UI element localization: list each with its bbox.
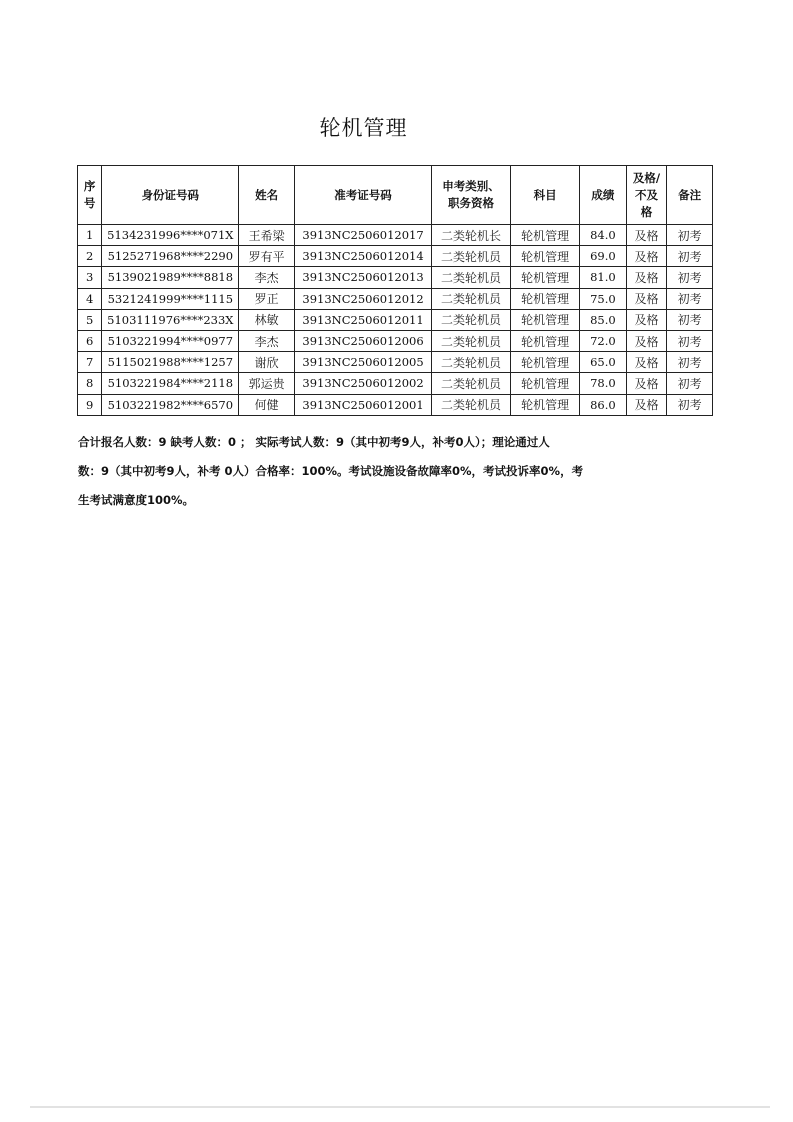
cell-pass: 及格 <box>626 267 667 288</box>
cell-subject: 轮机管理 <box>511 394 580 415</box>
cell-name: 王希梁 <box>239 225 295 246</box>
table-row <box>78 246 713 267</box>
cell-name: 罗有平 <box>239 246 295 267</box>
cell-category: 二类轮机员 <box>432 309 511 330</box>
header-remark: 备注 <box>667 166 713 225</box>
header-subject: 科目 <box>511 166 580 225</box>
cell-remark: 初考 <box>667 246 713 267</box>
cell-subject: 轮机管理 <box>511 330 580 351</box>
cell-exam-number: 3913NC2506012002 <box>295 373 432 394</box>
table-row <box>78 330 713 351</box>
cell-exam-number: 3913NC2506012017 <box>295 225 432 246</box>
cell-subject: 轮机管理 <box>511 373 580 394</box>
cell-remark: 初考 <box>667 267 713 288</box>
header-id-number: 身份证号码 <box>102 166 239 225</box>
cell-index: 7 <box>78 352 102 373</box>
cell-index: 1 <box>78 225 102 246</box>
cell-exam-number: 3913NC2506012014 <box>295 246 432 267</box>
cell-score: 81.0 <box>580 267 627 288</box>
header-category: 申考类别、职务资格 <box>432 166 511 225</box>
results-table <box>77 165 713 416</box>
cell-id-number: 5125271968****2290 <box>102 246 239 267</box>
cell-id-number: 5134231996****071X <box>102 225 239 246</box>
header-score: 成绩 <box>580 166 627 225</box>
cell-score: 75.0 <box>580 288 627 309</box>
cell-name: 谢欣 <box>239 352 295 373</box>
cell-id-number: 5103221994****0977 <box>102 330 239 351</box>
table-row <box>78 309 713 330</box>
table-row <box>78 225 713 246</box>
document-title: 轮机管理 <box>319 116 408 140</box>
cell-category: 二类轮机长 <box>432 225 511 246</box>
table-row <box>78 373 713 394</box>
cell-category: 二类轮机员 <box>432 330 511 351</box>
cell-category: 二类轮机员 <box>432 394 511 415</box>
header-exam-number: 准考证号码 <box>295 166 432 225</box>
cell-remark: 初考 <box>667 394 713 415</box>
cell-category: 二类轮机员 <box>432 373 511 394</box>
cell-score: 78.0 <box>580 373 627 394</box>
cell-category: 二类轮机员 <box>432 246 511 267</box>
cell-score: 85.0 <box>580 309 627 330</box>
cell-pass: 及格 <box>626 246 667 267</box>
cell-subject: 轮机管理 <box>511 246 580 267</box>
cell-remark: 初考 <box>667 288 713 309</box>
cell-exam-number: 3913NC2506012006 <box>295 330 432 351</box>
cell-index: 8 <box>78 373 102 394</box>
cell-pass: 及格 <box>626 225 667 246</box>
cell-exam-number: 3913NC2506012012 <box>295 288 432 309</box>
cell-index: 4 <box>78 288 102 309</box>
table-row <box>78 288 713 309</box>
cell-score: 69.0 <box>580 246 627 267</box>
cell-name: 罗正 <box>239 288 295 309</box>
cell-id-number: 5103221984****2118 <box>102 373 239 394</box>
cell-exam-number: 3913NC2506012013 <box>295 267 432 288</box>
cell-subject: 轮机管理 <box>511 309 580 330</box>
cell-pass: 及格 <box>626 352 667 373</box>
cell-pass: 及格 <box>626 309 667 330</box>
table-header-row <box>78 166 713 225</box>
cell-category: 二类轮机员 <box>432 267 511 288</box>
cell-score: 86.0 <box>580 394 627 415</box>
header-name: 姓名 <box>239 166 295 225</box>
cell-remark: 初考 <box>667 330 713 351</box>
cell-subject: 轮机管理 <box>511 225 580 246</box>
cell-pass: 及格 <box>626 288 667 309</box>
cell-remark: 初考 <box>667 352 713 373</box>
cell-remark: 初考 <box>667 309 713 330</box>
cell-remark: 初考 <box>667 225 713 246</box>
cell-id-number: 5103111976****233X <box>102 309 239 330</box>
header-index: 序号 <box>78 166 102 225</box>
table-row <box>78 394 713 415</box>
cell-index: 9 <box>78 394 102 415</box>
cell-name: 林敏 <box>239 309 295 330</box>
cell-id-number: 5115021988****1257 <box>102 352 239 373</box>
cell-pass: 及格 <box>626 330 667 351</box>
cell-pass: 及格 <box>626 394 667 415</box>
table-body <box>78 225 713 416</box>
cell-score: 72.0 <box>580 330 627 351</box>
cell-name: 李杰 <box>239 267 295 288</box>
cell-id-number: 5103221982****6570 <box>102 394 239 415</box>
cell-exam-number: 3913NC2506012011 <box>295 309 432 330</box>
cell-pass: 及格 <box>626 373 667 394</box>
table-row <box>78 267 713 288</box>
table-row <box>78 352 713 373</box>
cell-index: 6 <box>78 330 102 351</box>
summary-line-3: 生考试满意度100%。 <box>78 493 195 507</box>
scan-edge-line <box>30 1106 770 1108</box>
cell-id-number: 5139021989****8818 <box>102 267 239 288</box>
cell-name: 何健 <box>239 394 295 415</box>
cell-remark: 初考 <box>667 373 713 394</box>
cell-id-number: 5321241999****1115 <box>102 288 239 309</box>
cell-category: 二类轮机员 <box>432 352 511 373</box>
cell-exam-number: 3913NC2506012001 <box>295 394 432 415</box>
header-pass: 及格/不及格 <box>626 166 667 225</box>
cell-subject: 轮机管理 <box>511 288 580 309</box>
summary-line-1: 合计报名人数：9 缺考人数：0 ； 实际考试人数：9（其中初考9人，补考0人）；理论通过人 <box>78 435 550 449</box>
cell-score: 65.0 <box>580 352 627 373</box>
cell-subject: 轮机管理 <box>511 352 580 373</box>
cell-index: 2 <box>78 246 102 267</box>
cell-category: 二类轮机员 <box>432 288 511 309</box>
summary-line-2: 数：9（其中初考9人，补考 0人）合格率：100%。考试设施设备故障率0%，考试投诉率0%，考 <box>78 464 584 478</box>
cell-subject: 轮机管理 <box>511 267 580 288</box>
cell-name: 李杰 <box>239 330 295 351</box>
cell-index: 5 <box>78 309 102 330</box>
summary-text <box>78 428 718 515</box>
cell-score: 84.0 <box>580 225 627 246</box>
cell-name: 郭运贵 <box>239 373 295 394</box>
cell-exam-number: 3913NC2506012005 <box>295 352 432 373</box>
cell-index: 3 <box>78 267 102 288</box>
